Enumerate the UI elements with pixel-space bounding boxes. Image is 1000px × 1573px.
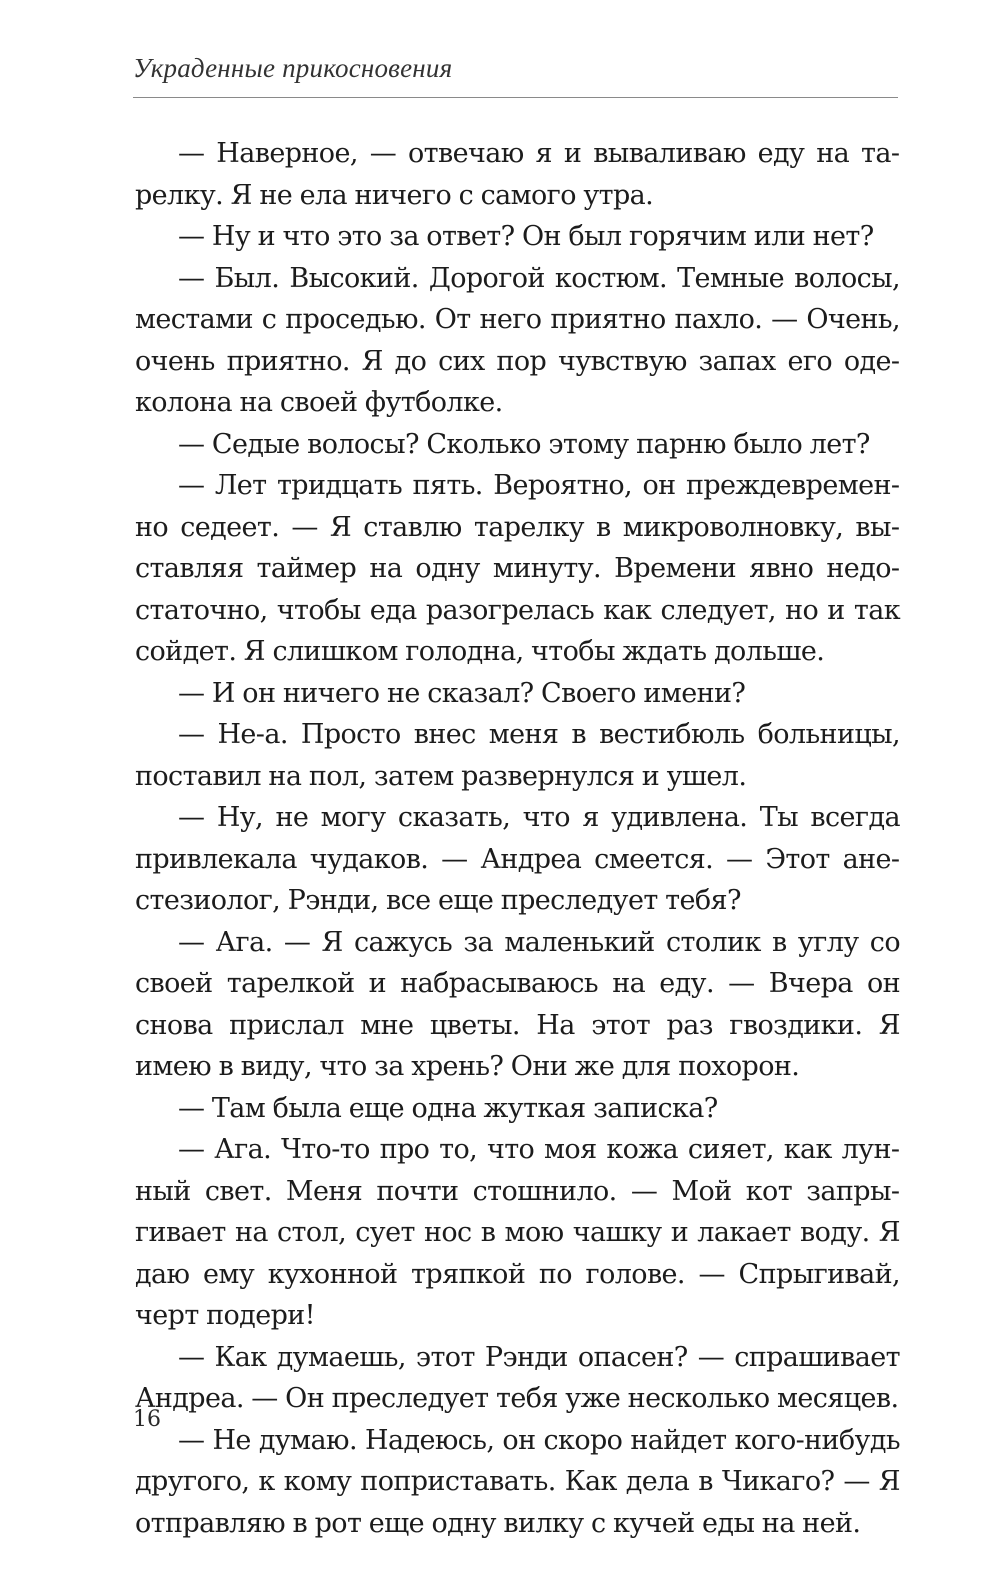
paragraph: — Ага. — Я сажусь за маленький столик в углу со своей тарелкой и набрасываюсь на еду. — Вчера он снова прислал мне цветы. На этот раз гвоздики. Я имею в виду, что за хрень? Они же для похорон.: [135, 926, 900, 1082]
paragraph: — Там была еще одна жуткая записка?: [178, 1092, 718, 1124]
paragraph: — Не думаю. Надеюсь, он скоро найдет кого-нибудь другого, к кому поприставать. Как дела в Чикаго? — Я отправляю в рот еще одну вилку с кучей еды на ней.: [135, 1424, 900, 1539]
paragraph: — Ага. Что-то про то, что моя кожа сияет, как лунный свет. Меня почти стошнило. — Мой кот запрыгивает на стол, сует нос в мою чашку и лакает воду. Я даю ему кухонной тряпкой по голове. — Спрыгивай, черт подери!: [135, 1134, 900, 1331]
page-number: 16: [133, 1407, 161, 1432]
header-rule: [133, 97, 898, 98]
paragraph: — И он ничего не сказал? Своего имени?: [178, 677, 746, 709]
paragraph: — Как думаешь, этот Рэнди опасен? — спрашивает Андреа. — Он преследует тебя уже несколько месяцев.: [135, 1341, 900, 1414]
paragraph: — Ну, не могу сказать, что я удивлена. Ты всегда привлекала чудаков. — Андреа смеется. — Этот анестезиолог, Рэнди, все еще преследует тебя?: [135, 802, 900, 916]
paragraph: — Седые волосы? Сколько этому парню было лет?: [178, 428, 870, 460]
paragraph: — Не-а. Просто внес меня в вестибюль больницы, поставил на пол, затем развернулся и ушел.: [135, 719, 900, 792]
paragraph: — Наверное, — отвечаю я и вываливаю еду на тарелку. Я не ела ничего с самого утра.: [135, 138, 900, 211]
paragraph: — Был. Высокий. Дорогой костюм. Темные волосы, местами с проседью. От него приятно пахло. — Очень, очень приятно. Я до сих пор чувствую запах его одеколона на своей футболке.: [135, 262, 900, 418]
paragraph: — Ну и что это за ответ? Он был горячим или нет?: [178, 221, 874, 252]
running-head-title: Украденные прикосновения: [133, 53, 453, 83]
body-text: [135, 133, 900, 1544]
paragraph: — Лет тридцать пять. Вероятно, он преждевременно седеет. — Я ставлю тарелку в микроволновку, выставляя таймер на одну минуту. Времени явно недостаточно, чтобы еда разогрелась как следует, но и так сойдет. Я слишком голодна, чтобы ждать дольше.: [135, 470, 900, 667]
